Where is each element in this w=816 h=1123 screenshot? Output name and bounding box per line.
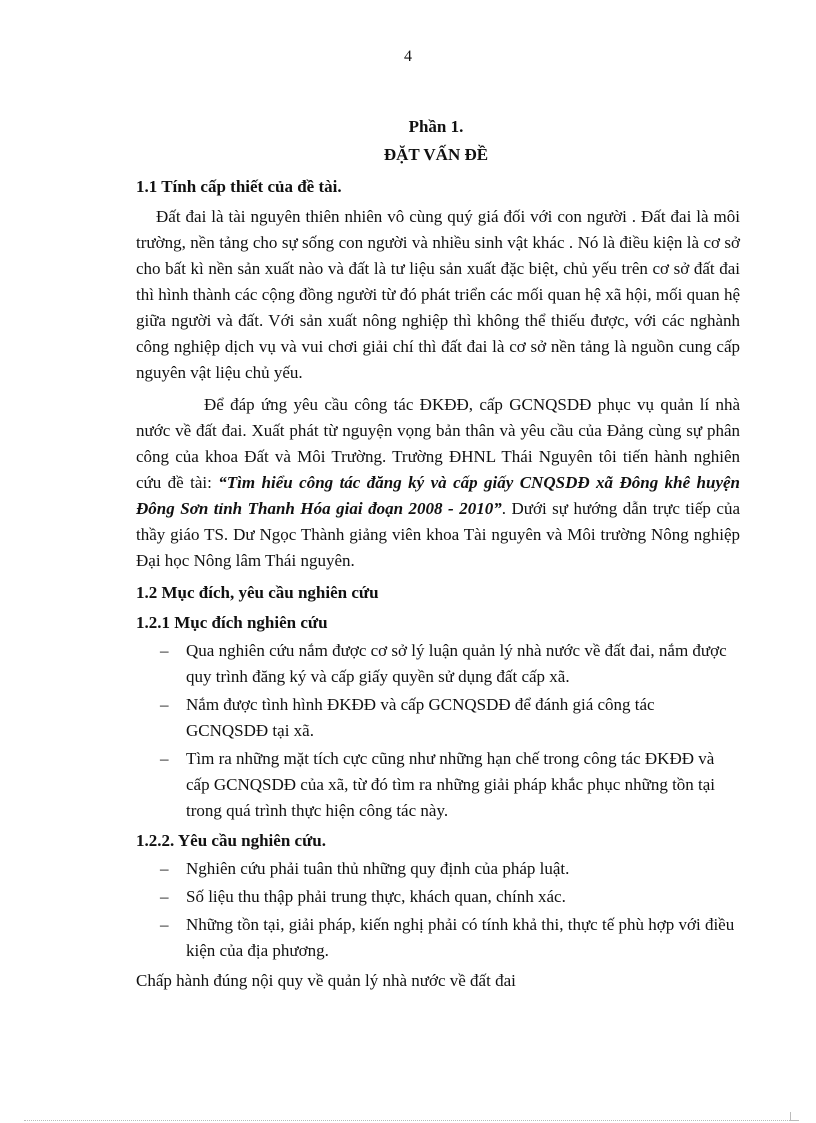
dash-bullet-icon: –: [160, 859, 169, 878]
research-topic: “Tìm hiểu công tác đăng ký và cấp giấy CNQSDĐ xã Đông khê huyện Đông Sơn tỉnh Thanh Hóa giai đoạn 2008 - 2010”: [136, 473, 740, 518]
list-item-text: Nghiên cứu phải tuân thủ những quy định của pháp luật.: [186, 859, 570, 878]
section-1-2-heading: 1.2 Mục đích, yêu cầu nghiên cứu: [136, 583, 379, 602]
page-bottom-divider: [24, 1120, 790, 1121]
page-number: 4: [404, 48, 412, 65]
research-objectives-list: [136, 638, 740, 824]
chapter-title: ĐẶT VẤN ĐỀ: [383, 145, 489, 164]
dash-bullet-icon: –: [160, 641, 169, 660]
list-item: [136, 638, 740, 690]
list-item-text: Nắm được tình hình ĐKĐĐ và cấp GCNQSDĐ để đánh giá công tác GCNQSDĐ tại xã.: [186, 695, 655, 740]
paragraph-2-ending: . Dưới sự hướng dẫn trực tiếp của thầy giáo TS. Dư Ngọc Thành giảng viên khoa Tài nguyên và Môi trường Nông nghiệp Đại học Nông lâm Thái nguyên.: [136, 499, 740, 570]
paragraph-2-intro: Để đáp ứng yêu cầu công tác ĐKĐĐ, cấp GCNQSDĐ phục vụ quản lí nhà nước về đất đai. Xuất phát từ nguyện vọng bản thân và yêu cầu của Đảng cùng sự phân công của khoa Đất và Môi Trường. Trường ĐHNL Thái Nguyên tôi tiến hành nghiên cứu đề tài:: [136, 395, 740, 492]
section-1-2-2-heading: 1.2.2. Yêu cầu nghiên cứu.: [136, 831, 326, 850]
dash-bullet-icon: –: [160, 695, 169, 714]
closing-sentence: Chấp hành đúng nội quy về quản lý nhà nước về đất đai: [136, 971, 516, 990]
list-item: [136, 912, 740, 964]
list-item-text: Số liệu thu thập phải trung thực, khách quan, chính xác.: [186, 887, 566, 906]
list-item: [136, 856, 740, 882]
dash-bullet-icon: –: [160, 887, 169, 906]
list-item-text: Qua nghiên cứu nắm được cơ sở lý luận quản lý nhà nước về đất đai, nắm được quy trình đăng ký và cấp giấy quyền sử dụng đất cấp xã.: [186, 641, 727, 686]
research-requirements-list: [136, 856, 740, 964]
list-item-text: Tìm ra những mặt tích cực cũng như những hạn chế trong công tác ĐKĐĐ và cấp GCNQSDĐ của xã, từ đó tìm ra những giải pháp khắc phục những tồn tại trong quá trình thực hiện công tác này.: [186, 749, 716, 820]
list-item: [136, 884, 740, 910]
page-corner-mark: [790, 1112, 799, 1121]
dash-bullet-icon: –: [160, 915, 169, 934]
document-body: [136, 174, 740, 994]
list-item: [136, 746, 740, 824]
list-item-text: Những tồn tại, giải pháp, kiến nghị phải có tính khả thi, thực tế phù hợp với điều kiện của địa phương.: [186, 915, 735, 960]
section-1-1-paragraph-1: Đất đai là tài nguyên thiên nhiên vô cùng quý giá đối với con người . Đất đai là môi trường, nền tảng cho sự sống con người và nhiều sinh vật khác . Nó là điều kiện là cơ sở cho bất kì nền sản xuất nào và đất là tư liệu sản xuất đặc biệt, chủ yếu trên cơ sở đất đai thì hình thành các cộng đồng người từ đó phát triển các mối quan hệ xã hội, mối quan hệ giữa người và đất. Với sản xuất nông nghiệp thì không thể thiếu được, với các nghành công nghiệp dịch vụ và vui chơi giải chí thì đất đai là cơ sở nền tảng là nguồn cung cấp nguyên vật liệu chủ yếu.: [136, 207, 740, 382]
section-1-2-1-heading: 1.2.1 Mục đích nghiên cứu: [136, 613, 328, 632]
list-item: [136, 692, 740, 744]
dash-bullet-icon: –: [160, 749, 169, 768]
section-1-1-heading: 1.1 Tính cấp thiết của đề tài.: [136, 177, 342, 196]
part-title: Phần 1.: [408, 117, 464, 136]
section-1-1-paragraph-2: [136, 392, 740, 574]
